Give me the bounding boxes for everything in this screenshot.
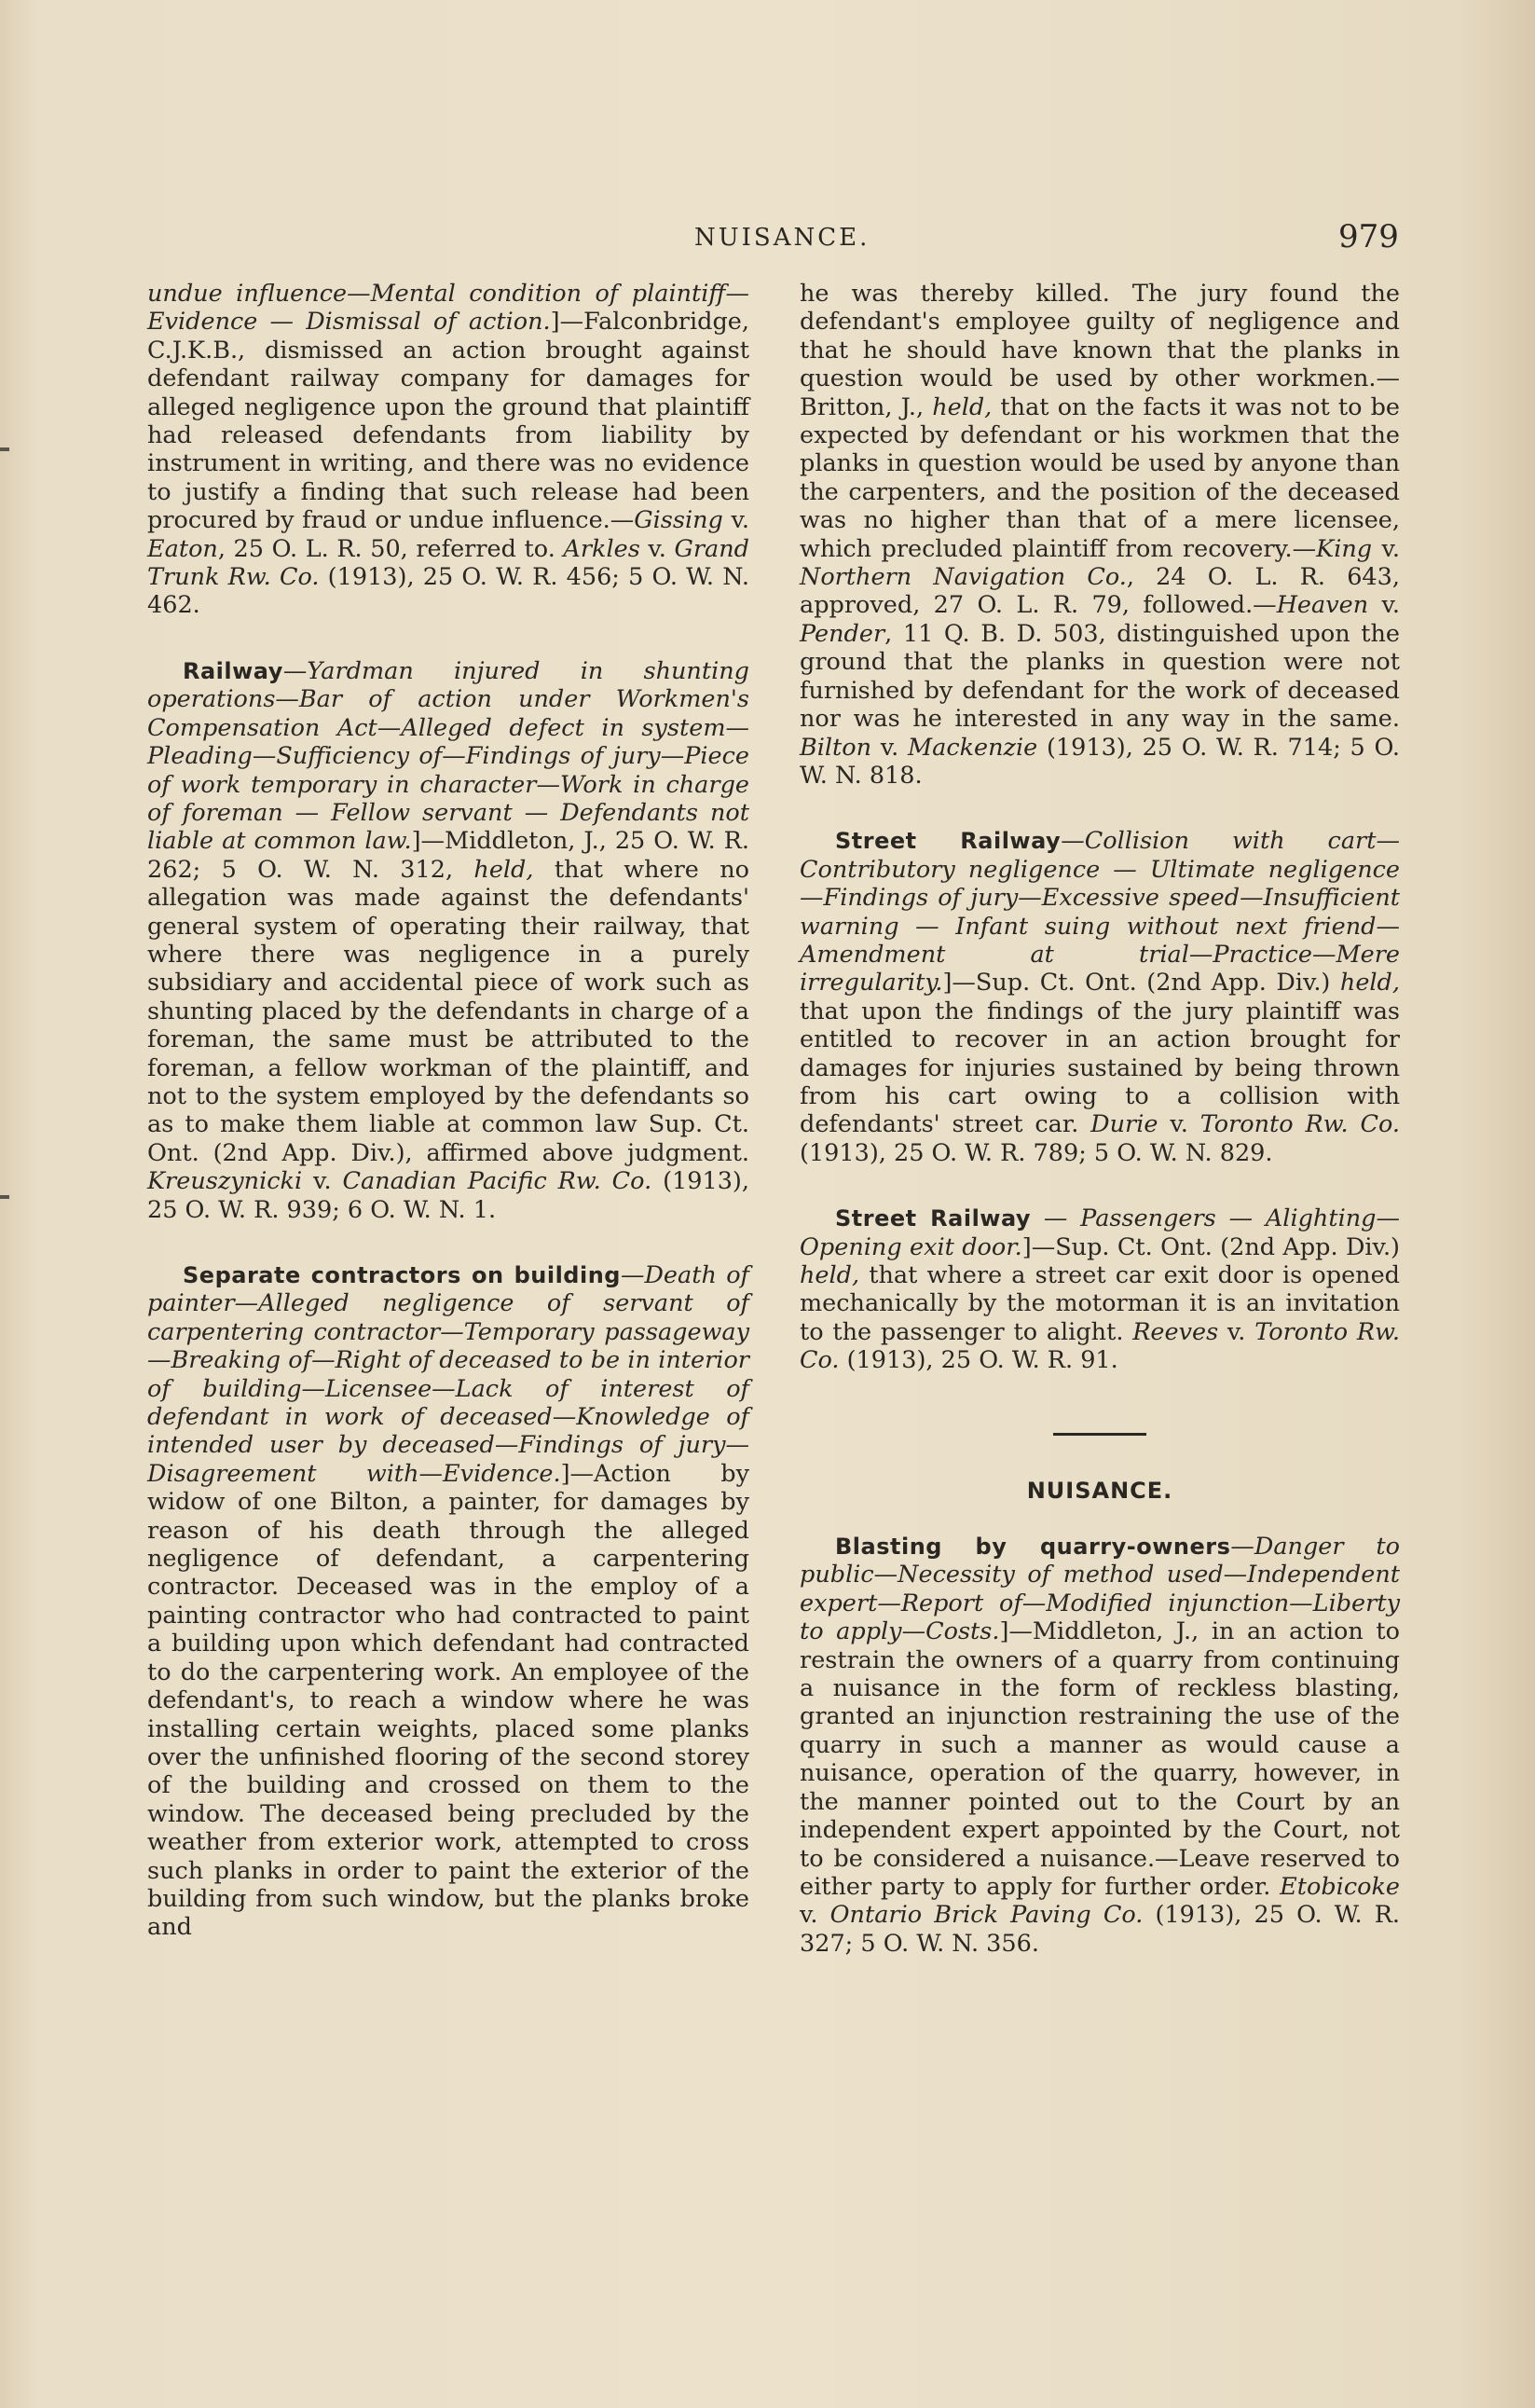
case-name: Bilton: [800, 733, 872, 762]
versus: v.: [1218, 1317, 1255, 1346]
versus: v.: [302, 1167, 343, 1196]
entry-heading: Street Railway: [835, 828, 1062, 855]
case-name: Durie: [1090, 1110, 1158, 1139]
section-title: NUISANCE.: [1026, 1477, 1173, 1504]
citation: , 25 O. L. R. 50, referred to.: [217, 534, 564, 563]
versus: v.: [639, 534, 675, 563]
held: held,: [1339, 969, 1400, 998]
entry-continued: [800, 280, 1400, 790]
entry-catchwords: undue influence—Mental condition of plaintiff—Evidence — Dismissal of action.: [147, 280, 749, 337]
versus: v.: [871, 733, 908, 762]
entry-continued: [147, 280, 749, 620]
case-name: Mackenzie: [908, 733, 1038, 762]
case-name: Grand Trunk Rw. Co.: [147, 534, 749, 592]
entry-street-railway-passengers: [800, 1204, 1400, 1374]
case-name: Pender: [800, 619, 885, 648]
entry-heading: Railway: [183, 657, 283, 684]
right-column: [800, 280, 1400, 1958]
versus: v.: [1368, 591, 1400, 620]
entry-text: that where a street car exit door is opened mechanically by the motorman it is an invitation to the passenger to alight.: [800, 1261, 1400, 1346]
held: held,: [473, 855, 534, 884]
edge-mark: [0, 447, 9, 451]
citation: (1913), 25 O. W. R. 327; 5 O. W. N. 356.: [800, 1901, 1401, 1958]
case-name: Reeves: [1132, 1317, 1219, 1346]
entry-blasting: [800, 1533, 1400, 1958]
section-divider: [1053, 1433, 1146, 1436]
versus: v.: [1158, 1110, 1200, 1139]
entry-catchwords: —Danger to public—Necessity of method used—Independent expert—Report of—Modified injunction—Liberty to apply—Costs.: [800, 1533, 1400, 1646]
entry-text: ]—Sup. Ct. Ont. (2nd App. Div.): [1021, 1232, 1400, 1261]
entry-street-railway-collision: [800, 827, 1400, 1167]
entry-catchwords: — Passengers — Alighting—Opening exit door.: [800, 1204, 1400, 1261]
citation: (1913), 25 O. W. R. 789; 5 O. W. N. 829.: [800, 1138, 1273, 1167]
entry-text: he was thereby killed. The jury found the defendant's employee guilty of negligence and that he should have known that the planks in question would be used by other workmen.—Britton, J.,: [800, 280, 1400, 421]
case-name: Toronto Rw. Co.: [1199, 1110, 1400, 1139]
entry-text: that on the facts it was not to be expected by defendant or his workmen that the planks in question would be used by anyone than the carpenters, and the position of the deceased was no higher than that of a mere licensee, which precluded plaintiff from recovery.—: [800, 392, 1400, 563]
versus: v.: [722, 506, 749, 535]
entry-text: , 11 Q. B. D. 503, distinguished upon the ground that the planks in question were not furnished by defendant for the work of deceased nor was he interested in any way in the same.: [800, 619, 1400, 734]
entry-catchwords: —Yardman injured in shunting operations—Bar of action under Workmen's Compensation Act—Alleged defect in system—Pleading—Sufficiency of—Findings of jury—Piece of work temporary in character—Work in charge of foreman — Fellow servant — Defendants not liable at common law.: [147, 656, 749, 856]
entry-text: ]—Sup. Ct. Ont. (2nd App. Div.): [942, 969, 1340, 998]
held: held,: [800, 1261, 860, 1289]
entry-text: ]—Falconbridge, C.J.K.B., dismissed an action brought against defendant railway company for damages for alleged negligence upon the ground that plaintiff had released defendants from liability by instrument in writing, and there was no evidence to justify a finding that such release had been procured by fraud or undue influence.—: [147, 308, 749, 535]
entry-text: ]—Action by widow of one Bilton, a painter, for damages by reason of his death through the alleged negligence of defendant, a carpentering contractor. Deceased was in the employ of a painting contractor who had contracted to paint a building upon which defendant had contracted to do the carpentering work. An employee of the defendant's, to reach a window where he was installing certain weights, placed some planks over the unfinished flooring of the second storey of the building and crossed on them to the window. The deceased being precluded by the weather from exterior work, attempted to cross such planks in order to paint the exterior of the building from such window, but the planks broke and: [147, 1459, 749, 1942]
citation: (1913), 25 O. W. R. 91.: [839, 1346, 1118, 1375]
entry-catchwords: —Collision with cart—Contributory negligence — Ultimate negligence—Findings of jury—Excessive speed—Insufficient warning — Infant suing without next friend—Amendment at trial—Practice—Mere irregularity.: [800, 827, 1400, 998]
entry-text: ]—Middleton, J., in an action to restrain the owners of a quarry from continuing a nuisance in the form of reckless blasting, granted an injunction restraining the use of the quarry in such a manner as would cause a nuisance, operation of the quarry, however, in the manner pointed out to the Court by an independent expert appointed by the Court, not to be considered a nuisance.—Leave reserved to either party to apply for further order.: [800, 1617, 1401, 1901]
page-header: [0, 218, 1535, 255]
edge-mark: [0, 1195, 9, 1199]
case-name: Eaton: [147, 534, 218, 563]
case-name: Etobicoke: [1280, 1872, 1400, 1901]
entry-catchwords: —Death of painter—Alleged negligence of servant of carpentering contractor—Temporary passageway—Breaking of—Right of deceased to be in interior of building—Licensee—Lack of interest of defendant in work of deceased—Knowledge of intended user by deceased—Findings of jury—Disagreement with—Evidence.: [147, 1261, 749, 1488]
case-name: Northern Navigation Co.: [800, 563, 1127, 592]
entry-text: that upon the findings of the jury plaintiff was entitled to recover in an action brought for damages for injuries sustained by being thrown from his cart owing to a collision with defendants' street car.: [800, 997, 1400, 1139]
versus: v.: [1372, 534, 1400, 563]
running-head: NUISANCE.: [694, 224, 870, 252]
entry-heading: Street Railway: [835, 1205, 1032, 1232]
entry-heading: Blasting by quarry-owners: [835, 1534, 1231, 1561]
left-column: [147, 280, 749, 1942]
citation: (1913), 25 O. W. R. 939; 6 O. W. N. 1.: [147, 1167, 749, 1224]
entry-separate-contractors: [147, 1261, 749, 1942]
case-name: Kreuszynicki: [147, 1167, 303, 1196]
case-name: Toronto Rw. Co.: [800, 1317, 1400, 1375]
case-name: Heaven: [1276, 591, 1369, 620]
page-number: 979: [1338, 218, 1399, 255]
case-name: King: [1316, 534, 1373, 563]
entry-text: , 24 O. L. R. 643, approved, 27 O. L. R. 79, followed.—: [800, 563, 1400, 620]
case-name: Canadian Pacific Rw. Co.: [342, 1167, 652, 1196]
entry-text: ]—Middleton, J., 25 O. W. R. 262; 5 O. W. N. 312,: [147, 827, 749, 884]
entry-heading: Separate contractors on building: [183, 1262, 621, 1288]
versus: v.: [800, 1901, 830, 1930]
entry-text: that where no allegation was made against the defendants' general system of operating their railway, that where there was negligence in a purely subsidiary and accidental piece of work such as shunting placed by the defendants in charge of a foreman, the same must be attributed to the foreman, a fellow workman of the plaintiff, and not to the system employed by the defendants so as to make them liable at common law Sup. Ct. Ont. (2nd App. Div.), affirmed above judgment.: [147, 855, 749, 1167]
case-name: Arkles: [563, 534, 640, 563]
case-name: Ontario Brick Paving Co.: [829, 1901, 1144, 1930]
held: held,: [932, 392, 993, 421]
citation: (1913), 25 O. W. R. 456; 5 O. W. N. 462.: [147, 563, 750, 620]
entry-railway: [147, 657, 749, 1224]
case-name: Gissing: [634, 506, 723, 535]
citation: (1913), 25 O. W. R. 714; 5 O. W. N. 818.: [800, 733, 1400, 790]
